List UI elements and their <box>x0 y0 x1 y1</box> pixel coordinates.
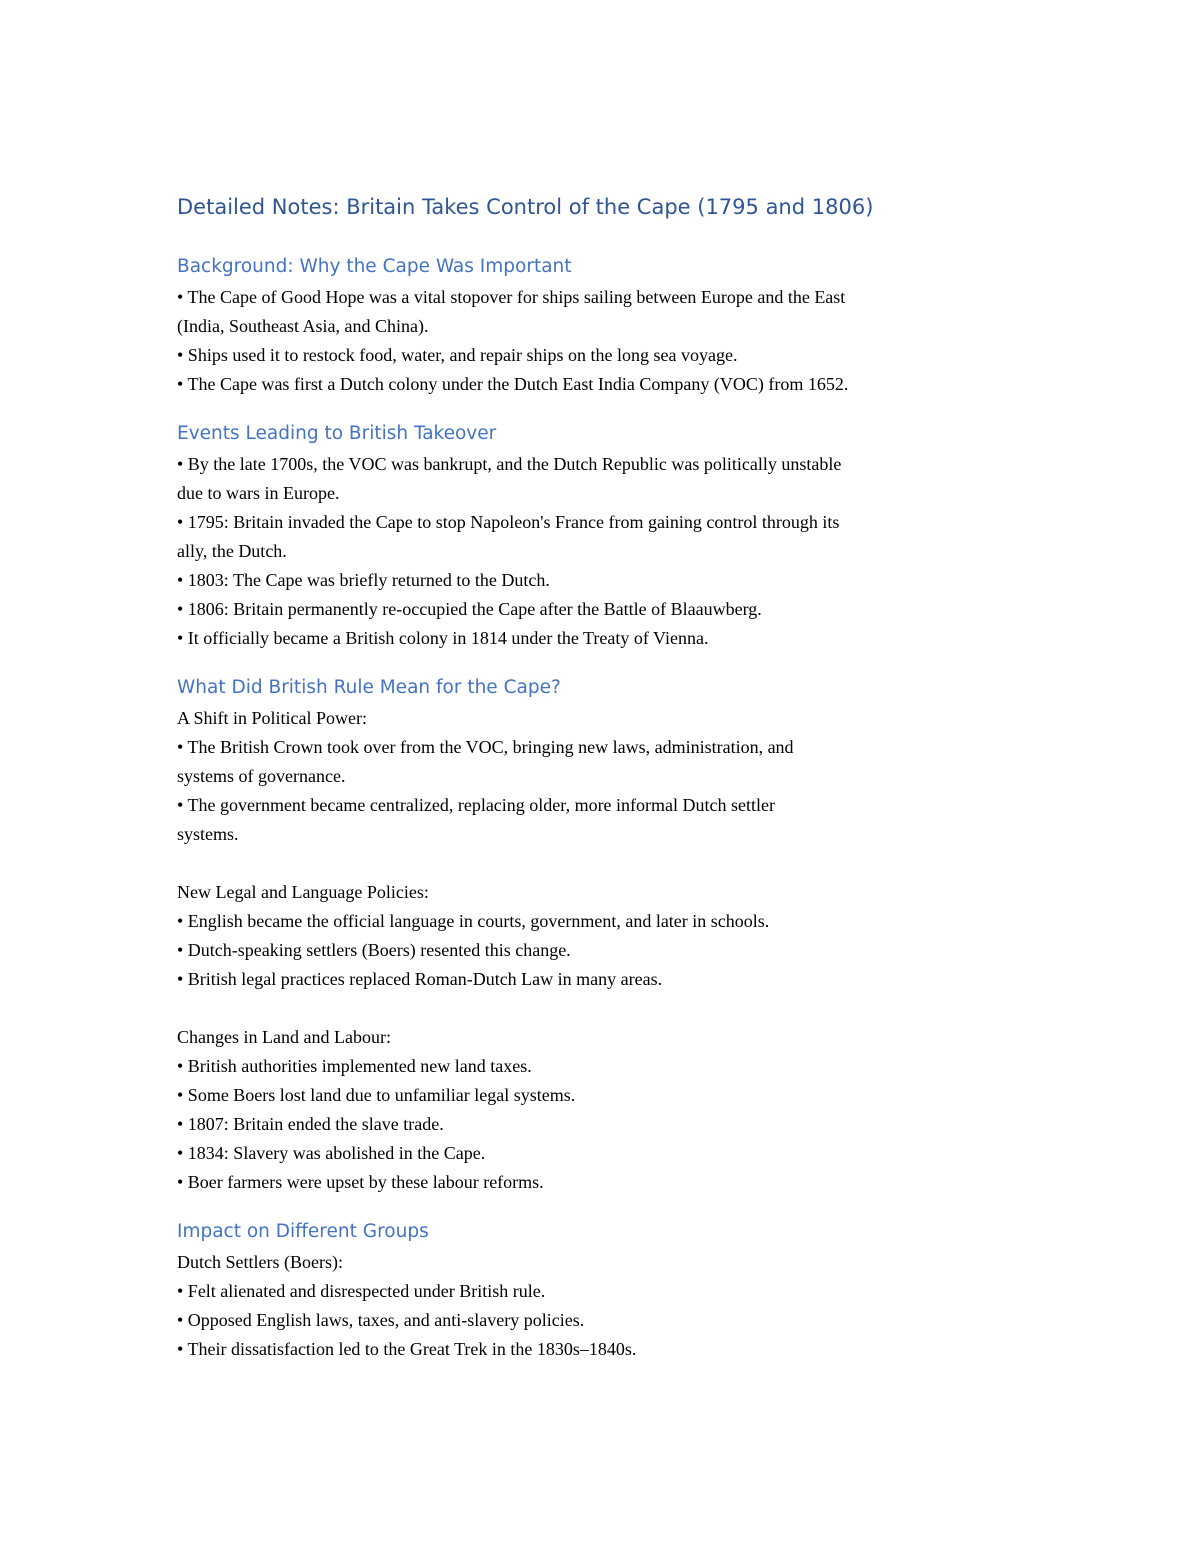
bullet-line: • Ships used it to restock food, water, and repair ships on the long sea voyage. <box>177 345 738 365</box>
bullet-line: • 1806: Britain permanently re-occupied the Cape after the Battle of Blaauwberg. <box>177 599 762 619</box>
bullet-line-continuation: systems. <box>177 824 239 844</box>
paragraph-spacer <box>177 994 1047 1023</box>
bullet-line: • Some Boers lost land due to unfamiliar legal systems. <box>177 1085 576 1105</box>
paragraph-spacer <box>177 849 1047 878</box>
subsection-heading: New Legal and Language Policies: <box>177 882 429 902</box>
bullet-line-continuation: ally, the Dutch. <box>177 541 287 561</box>
section-impact <box>177 1217 1047 1364</box>
subsection-heading: Dutch Settlers (Boers): <box>177 1252 343 1272</box>
bullet-line: • Opposed English laws, taxes, and anti-slavery policies. <box>177 1310 585 1330</box>
bullet-line: • 1807: Britain ended the slave trade. <box>177 1114 444 1134</box>
bullet-line: • The Cape was first a Dutch colony under the Dutch East India Company (VOC) from 1652. <box>177 374 849 394</box>
bullet-line: • English became the official language in courts, government, and later in schools. <box>177 911 770 931</box>
subsection-heading: A Shift in Political Power: <box>177 708 368 728</box>
bullet-line-continuation: systems of governance. <box>177 766 346 786</box>
section-british-rule <box>177 673 1047 1197</box>
document-title: Detailed Notes: Britain Takes Control of the Cape (1795 and 1806) <box>177 195 874 219</box>
bullet-line: • 1803: The Cape was briefly returned to the Dutch. <box>177 570 550 590</box>
bullet-line: • The British Crown took over from the VOC, bringing new laws, administration, and <box>177 737 794 757</box>
section-background <box>177 252 1047 399</box>
bullet-line: • Felt alienated and disrespected under British rule. <box>177 1281 546 1301</box>
bullet-line: • Dutch-speaking settlers (Boers) resented this change. <box>177 940 571 960</box>
bullet-line: • The government became centralized, replacing older, more informal Dutch settler <box>177 795 775 815</box>
bullet-line: • 1834: Slavery was abolished in the Cape. <box>177 1143 486 1163</box>
bullet-line: • Boer farmers were upset by these labour reforms. <box>177 1172 544 1192</box>
section-heading: What Did British Rule Mean for the Cape? <box>177 677 561 698</box>
bullet-line: • The Cape of Good Hope was a vital stopover for ships sailing between Europe and the East <box>177 287 846 307</box>
subsection-heading: Changes in Land and Labour: <box>177 1027 391 1047</box>
bullet-line: • 1795: Britain invaded the Cape to stop Napoleon's France from gaining control through its <box>177 512 840 532</box>
document-content <box>177 190 1047 1384</box>
bullet-line: • It officially became a British colony in 1814 under the Treaty of Vienna. <box>177 628 709 648</box>
section-heading: Events Leading to British Takeover <box>177 423 497 444</box>
bullet-line-continuation: due to wars in Europe. <box>177 483 340 503</box>
bullet-line: • Their dissatisfaction led to the Great Trek in the 1830s–1840s. <box>177 1339 637 1359</box>
bullet-line: • British legal practices replaced Roman-Dutch Law in many areas. <box>177 969 663 989</box>
bullet-line-continuation: (India, Southeast Asia, and China). <box>177 316 429 336</box>
bullet-line: • By the late 1700s, the VOC was bankrupt, and the Dutch Republic was politically unstable <box>177 454 842 474</box>
section-heading: Impact on Different Groups <box>177 1221 429 1242</box>
section-events <box>177 419 1047 653</box>
bullet-line: • British authorities implemented new land taxes. <box>177 1056 532 1076</box>
section-heading: Background: Why the Cape Was Important <box>177 256 572 277</box>
